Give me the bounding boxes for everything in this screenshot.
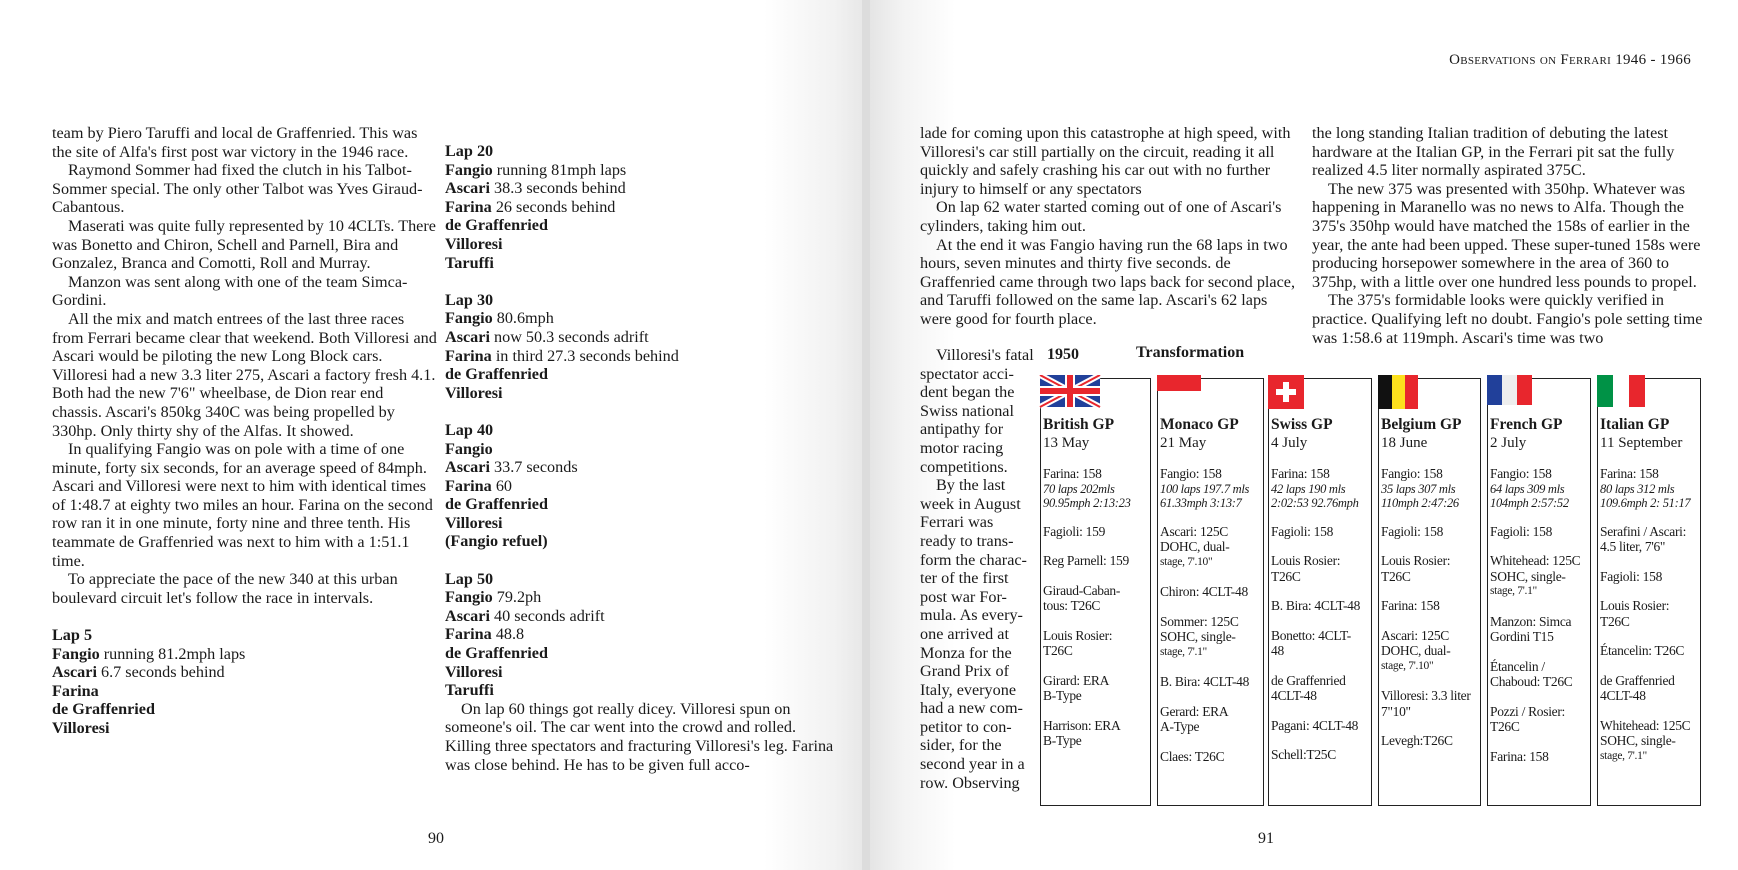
paragraph-line: competitions. [920,457,1008,476]
driver-note: running 81.2mph laps [99,644,246,663]
entry-line: B-Type [1043,733,1082,748]
driver-note: 79.2ph [492,588,542,607]
entry-line: tous: T26C [1043,598,1101,613]
entry-line: Girard: ERA [1043,672,1110,688]
entry-line: SOHC, single- [1600,733,1676,748]
entry-line: T26C [1043,643,1073,658]
entry-line: 48 [1271,643,1284,658]
paragraph-line: form the charac- [920,550,1027,569]
lap-row [445,216,835,235]
driver-note: 33.7 seconds [489,458,578,477]
entry-line: Fangio: 158 [1490,466,1552,481]
driver-name: Villoresi [445,513,503,532]
belgium-flag-icon [1377,375,1439,409]
entry-line: Gordini T15 [1490,629,1554,644]
paragraph-line: antipathy for [920,420,1004,439]
entry-line: Louis Rosier: [1381,553,1451,568]
driver-note: 60 [491,476,512,495]
paragraph: the long standing Italian tradition of debuting the latest hardware at the Italian GP, in the Ferrari pit sat the fully realized 4.5 liter normally aspirated 375C. [1312,124,1675,180]
driver-name: de Graffenried [52,700,155,719]
race-stats: 104mph 2:57:52 [1490,495,1569,510]
entry-line: Étancelin: T26C [1600,643,1685,658]
lap-row [445,384,835,403]
entry-line: Chaboud: T26C [1490,674,1573,689]
driver-note: running 81mph laps [492,160,627,179]
table-title: Transformation [1136,344,1245,361]
lap-row [445,644,835,663]
entry [1490,553,1588,600]
lap-row [445,347,835,366]
entry-line: B-Type [1043,688,1082,703]
entry-line: de Graffenried [1271,672,1346,688]
paragraph-line: one arrived at [920,624,1009,643]
driver-name: de Graffenried [445,216,548,235]
entry [1381,524,1478,540]
race-column [1487,378,1591,806]
lap-row [445,495,835,514]
running-head: Observations on Ferrari 1946 - 1966 [1449,52,1691,68]
lap-title: Lap 5 [52,626,93,645]
driver-name: Ascari [445,179,490,198]
entry [1160,466,1261,510]
entry-line: Schell:T25C [1271,747,1336,762]
entry-line: T26C [1381,568,1411,584]
right-column-2 [1312,124,1712,347]
driver-name: Fangio [52,644,100,663]
paragraph: In qualifying Fangio was on pole with a time of one minute, forty six seconds, for an average speed of 84mph. Ascari and Villoresi were next to him with identical times of 1:48.7 at eighty two miles an hour. Farina on the second row ran it in one minute, forty nine and three tenth. His teammate de Graffenried was next to him with a 1:51.1 time. [52,440,433,570]
driver-name: Farina [445,346,492,365]
driver-name: de Graffenried [445,365,548,384]
entry [1600,673,1698,704]
driver-note: 80.6mph [492,309,554,328]
entry [1271,466,1369,510]
entry-line: Fagioli: 158 [1271,523,1334,539]
entry [1600,718,1698,765]
paragraph-line: petitor to con- [920,717,1012,736]
paragraph-line: motor racing [920,438,1004,457]
race-date: 2 July [1490,435,1527,451]
entry-line: Serafini / Ascari: [1600,523,1687,539]
race-column [1040,378,1151,806]
entry-line: Levegh:T26C [1381,733,1453,748]
lap-row [445,309,835,328]
paragraph-line: Swiss national [920,401,1014,420]
paragraph: Maserati was quite fully represented by 10 4CLTs. There was Bonetto and Chiron, Schell and Parnell, Bira and Gonzalez, Branca and Comotti, Roll and Murray. [52,216,436,273]
driver-name: Farina [445,197,492,216]
driver-name: Ascari [445,606,490,625]
entry-line: Fangio: 158 [1160,466,1222,481]
entry [1043,553,1148,569]
race-name: Italian GP [1600,416,1670,433]
entry-line: Harrison: ERA [1043,717,1121,733]
driver-note: 6.7 seconds behind [96,663,225,682]
entry-line: stage, 7'.1" [1490,585,1537,597]
race-column [1157,378,1264,806]
lap-row [445,607,835,626]
race-stats: 42 laps 190 mls [1271,481,1346,496]
entry [1600,524,1698,555]
entry [1490,659,1588,690]
entry [1490,749,1588,765]
lap-row [52,682,437,701]
entry-line: T26C [1600,613,1630,629]
entry-line: Fagioli: 158 [1381,523,1444,539]
entry [1381,466,1478,510]
lap-row [445,663,835,682]
entry-line: Pozzi / Rosier: [1490,703,1565,719]
lap-row [445,458,835,477]
spacer [52,607,437,626]
lap-row [52,645,437,664]
driver-name: Taruffi [445,681,494,700]
entry-line: Ascari: 125C [1160,523,1229,539]
lap-row [52,700,437,719]
race-date: 18 June [1381,435,1428,451]
spacer [445,402,835,421]
entry-line: stage, 7'.10" [1381,659,1434,672]
paragraph-line: sider, for the [920,736,1002,755]
driver-name: de Graffenried [445,495,548,514]
entry-line: Fagioli: 158 [1490,523,1553,539]
driver-name: Farina [445,476,492,495]
entry [1600,643,1698,659]
paragraph: The 375's formidable looks were quickly verified in practice. Qualifying left no doubt. Fangio's pole setting time was 1:58.6 at 119mph. Ascari's time was two [1312,291,1703,347]
entry-line: Sommer: 125C [1160,613,1239,629]
race-column [1268,378,1372,806]
entry [1490,704,1588,735]
driver-note: now 50.3 seconds adrift [489,327,649,346]
driver-name: Villoresi [445,383,503,402]
entry-line: Chiron: 4CLT-48 [1160,584,1248,599]
driver-note: 38.3 seconds behind [489,179,626,198]
entry-line: stage, 7'.1" [1600,749,1647,762]
driver-name: Fangio [445,439,493,458]
entry-line: A-Type [1160,719,1200,734]
swiss-flag-icon [1267,375,1329,409]
race-date: 21 May [1160,435,1207,451]
entry [1381,733,1478,749]
entry-line: Louis Rosier: [1271,553,1341,568]
entry [1271,747,1369,763]
entry-line: DOHC, dual- [1381,643,1451,658]
race-stats: 109.6mph 2: 51:17 [1600,495,1691,510]
driver-name: Ascari [445,327,490,346]
paragraph-line: post war For- [920,587,1007,606]
italy-flag-icon [1596,375,1658,409]
paragraph-line: By the last [936,476,1006,495]
lap-row [445,198,835,217]
entry-line: Villoresi: 3.3 liter [1381,688,1471,703]
entry-line: Louis Rosier: [1043,627,1113,643]
paragraph: Raymond Sommer had fixed the clutch in his Talbot-Sommer special. The only other Talbot was Yves Giraud-Cabantous. [52,161,423,217]
entry [1381,598,1478,614]
entry [1271,673,1369,704]
lap-title: Lap 20 [445,142,494,160]
entry-line: T26C [1490,719,1520,734]
race-name: British GP [1043,416,1115,433]
uk-flag-icon [1039,375,1101,409]
entry [1381,628,1478,675]
driver-name: de Graffenried [445,644,548,663]
entry-line: Louis Rosier: [1600,598,1670,613]
paragraph: The new 375 was presented with 350hp. Whatever was happening in Maranello was no news to Alfa. Though the 375's 350hp would have matched the 158s of earlier in the year, the ante had been upped. These super-tuned 158s were producing horsepower somewhere in the area of 360 to 375hp, with a little over one hundred less pounds to propel. [1312,179,1701,291]
entry [1490,524,1588,540]
lap-row [445,477,835,496]
entry-line: 4CLT-48 [1600,688,1646,703]
lap-row [445,681,835,700]
entry [1160,524,1261,571]
paragraph-line: dent began the [920,383,1015,402]
page-number-left: 90 [428,830,444,847]
entry [1043,628,1148,659]
paragraph: On lap 62 water started coming out of one of Ascari's cylinders, taking him out. [920,198,1282,235]
entry [1271,718,1369,734]
paragraph: All the mix and match entrees of the last three races from Ferrari became clear that weekend. Both Villoresi and Ascari would be piloting the new Long Block cars. Villoresi had a new 3.3 liter 275, Ascari a factory fresh 4.1. Both had the new 7'6" wheelbase, de Dion rear end chassis. Ascari's 850kg 340C was being propelled by 330hp. Only thirty shy of the Alfas. It showed. [52,309,437,440]
lap-row [445,365,835,384]
lap-row [52,719,437,738]
driver-name: Villoresi [445,234,503,253]
race-stats: 64 laps 309 mls [1490,481,1565,496]
race-stats: 110mph 2:47:26 [1381,495,1459,510]
spacer [445,551,835,570]
driver-name: Fangio [445,588,493,607]
entry-line: 4.5 liter, 7'6" [1600,539,1666,554]
driver-name: Farina [52,681,99,700]
paragraph-line: row. Observing [920,773,1020,792]
entry [1160,704,1261,735]
driver-note: 26 seconds behind [491,197,616,216]
lap-title: Lap 30 [445,290,494,309]
entry-line: 4CLT-48 [1271,688,1317,703]
paragraph-line: week in August [920,494,1021,513]
entry [1043,524,1148,540]
lap-row [445,254,835,273]
race-stats: 70 laps 202mls [1043,481,1115,496]
entry-line: SOHC, single- [1490,568,1566,584]
entry-line: Gerard: ERA [1160,703,1229,719]
entry-line: Farina: 158 [1490,748,1549,764]
race-date: 13 May [1043,435,1090,451]
book-gutter [862,0,870,870]
lap-row [445,161,835,180]
entry-line: Ascari: 125C [1381,627,1450,643]
entry [1043,718,1148,749]
race-column [1597,378,1701,806]
race-stats: 61.33mph 3:13:7 [1160,495,1242,510]
entry-line: Bonetto: 4CLT- [1271,627,1351,643]
entry-line: Pagani: 4CLT-48 [1271,717,1359,733]
driver-note: in third 27.3 seconds behind [491,346,679,365]
paragraph-line: had a new com- [920,699,1023,718]
driver-name: Fangio [445,160,493,179]
entry [1043,466,1148,510]
entry [1160,614,1261,661]
entry [1043,583,1148,614]
paragraph-line: Grand Prix of [920,662,1010,681]
race-date: 4 July [1271,435,1308,451]
entry-line: Farina: 158 [1271,466,1330,481]
entry-line: T26C [1271,568,1301,584]
left-column-1 [52,124,437,738]
lap-row [445,235,835,254]
lap-title: Lap 50 [445,569,494,588]
entry [1490,614,1588,645]
lap-title: Lap 40 [445,420,494,439]
paragraph-line: Ferrari was [920,513,994,532]
entry [1490,466,1588,510]
race-name: Swiss GP [1271,416,1333,433]
paragraph-line: ter of the first [920,569,1009,588]
entry [1600,598,1698,629]
entry-line: de Graffenried [1600,672,1675,688]
paragraph: team by Piero Taruffi and local de Graffenried. This was the site of Alfa's first post war victory in the 1946 race. [52,124,418,161]
entry-line: Farina: 158 [1043,466,1102,481]
lap-row [445,514,835,533]
lap-row [445,532,835,551]
paragraph: lade for coming upon this catastrophe at high speed, with Villoresi's car still partially on the circuit, reading it all quickly and safely crashing his car out with no further injury to himself or any spectators [920,124,1291,198]
entry-line: Whitehead: 125C [1490,553,1581,568]
entry-line: Étancelin / [1490,658,1545,674]
entry [1271,628,1369,659]
paragraph-line: Monza for the [920,643,1012,662]
race-column [1378,378,1481,806]
paragraph: On lap 60 things got really dicey. Villoresi spun on someone's oil. The car went into the crowd and rolled. Killing three spectators and fracturing Villoresi's leg. Farina was close behind. He has to be given full acco- [445,699,834,774]
race-name: Belgium GP [1381,416,1462,433]
paragraph: Manzon was sent along with one of the team Simca-Gordini. [52,272,408,310]
entry-line: Reg Parnell: 159 [1043,553,1129,568]
entry-line: B. Bira: 4CLT-48 [1271,598,1361,613]
paragraph-line: spectator acci- [920,364,1014,383]
entry [1381,688,1478,719]
paragraph-line: mula. As every- [920,606,1023,625]
lap-row [445,440,835,459]
lap-row [445,328,835,347]
race-stats: 35 laps 307 mls [1381,481,1456,496]
lap-row [445,179,835,198]
entry-line: stage, 7'.1" [1160,645,1207,658]
race-name: Monaco GP [1160,416,1239,433]
entry-line: DOHC, dual- [1160,539,1230,554]
entry-line: Farina: 158 [1600,466,1659,481]
entry-line: Fangio: 158 [1381,466,1443,481]
right-column-1 [920,124,1300,329]
entry-line: Fagioli: 158 [1600,568,1663,584]
right-narrow-column [920,346,1045,792]
entry-line: Claes: T26C [1160,748,1225,764]
paragraph: At the end it was Fangio having run the 68 laps in two hours, seven minutes and thirty five seconds. de Graffenried came through two laps back for second place, and Taruffi followed on the same lap. Ascari's 62 laps were good for fourth place. [920,235,1296,328]
race-name: French GP [1490,416,1563,433]
lap-row [445,588,835,607]
entry-line: 7"10" [1381,703,1411,719]
spacer [445,272,835,291]
entry [1160,674,1261,690]
entry [1271,524,1369,540]
driver-name: Taruffi [445,253,494,272]
lap-row [445,625,835,644]
entry [1160,584,1261,600]
entry-line: B. Bira: 4CLT-48 [1160,674,1250,689]
driver-name: Farina [445,625,492,644]
monaco-flag-icon [1156,375,1218,409]
entry [1271,598,1369,614]
driver-note: 48.8 [491,625,525,644]
driver-name: Ascari [52,663,97,682]
france-flag-icon [1486,375,1548,409]
entry-line: Whitehead: 125C [1600,717,1691,733]
entry-line: SOHC, single- [1160,629,1236,644]
paragraph: To appreciate the pace of the new 340 at this urban boulevard circuit let's follow the race in intervals. [52,570,398,607]
race-stats: 100 laps 197.7 mls [1160,481,1250,496]
entry-line: Giraud-Caban- [1043,582,1121,598]
paragraph-line: Italy, everyone [920,680,1017,699]
entry [1381,553,1478,584]
driver-name: Ascari [445,458,490,477]
driver-name: Villoresi [445,662,503,681]
paragraph-line: second year in a [920,755,1025,774]
entry-line: Fagioli: 159 [1043,523,1106,539]
driver-note: 40 seconds adrift [489,606,605,625]
driver-name: Villoresi [52,719,110,737]
left-column-2 [445,142,835,774]
entry-line: stage, 7'.10" [1160,555,1213,568]
entry [1160,749,1261,765]
page-number-right: 91 [1258,830,1274,847]
driver-name: Fangio [445,309,493,328]
entry [1043,673,1148,704]
lap-row [52,663,437,682]
entry-line: Manzon: Simca [1490,613,1572,629]
race-date: 11 September [1600,435,1683,451]
race-stats: 80 laps 312 mls [1600,481,1675,496]
entry [1600,466,1698,510]
paragraph-line: Villoresi's fatal [936,346,1034,364]
paragraph-line: ready to trans- [920,531,1014,550]
race-stats: 2:02:53 92.76mph [1271,495,1359,510]
entry [1271,553,1369,584]
entry-line: Farina: 158 [1381,598,1440,613]
race-stats: 90.95mph 2:13:23 [1043,495,1131,510]
entry [1600,569,1698,585]
driver-name: (Fangio refuel) [445,532,548,551]
table-year: 1950 [1047,346,1079,363]
